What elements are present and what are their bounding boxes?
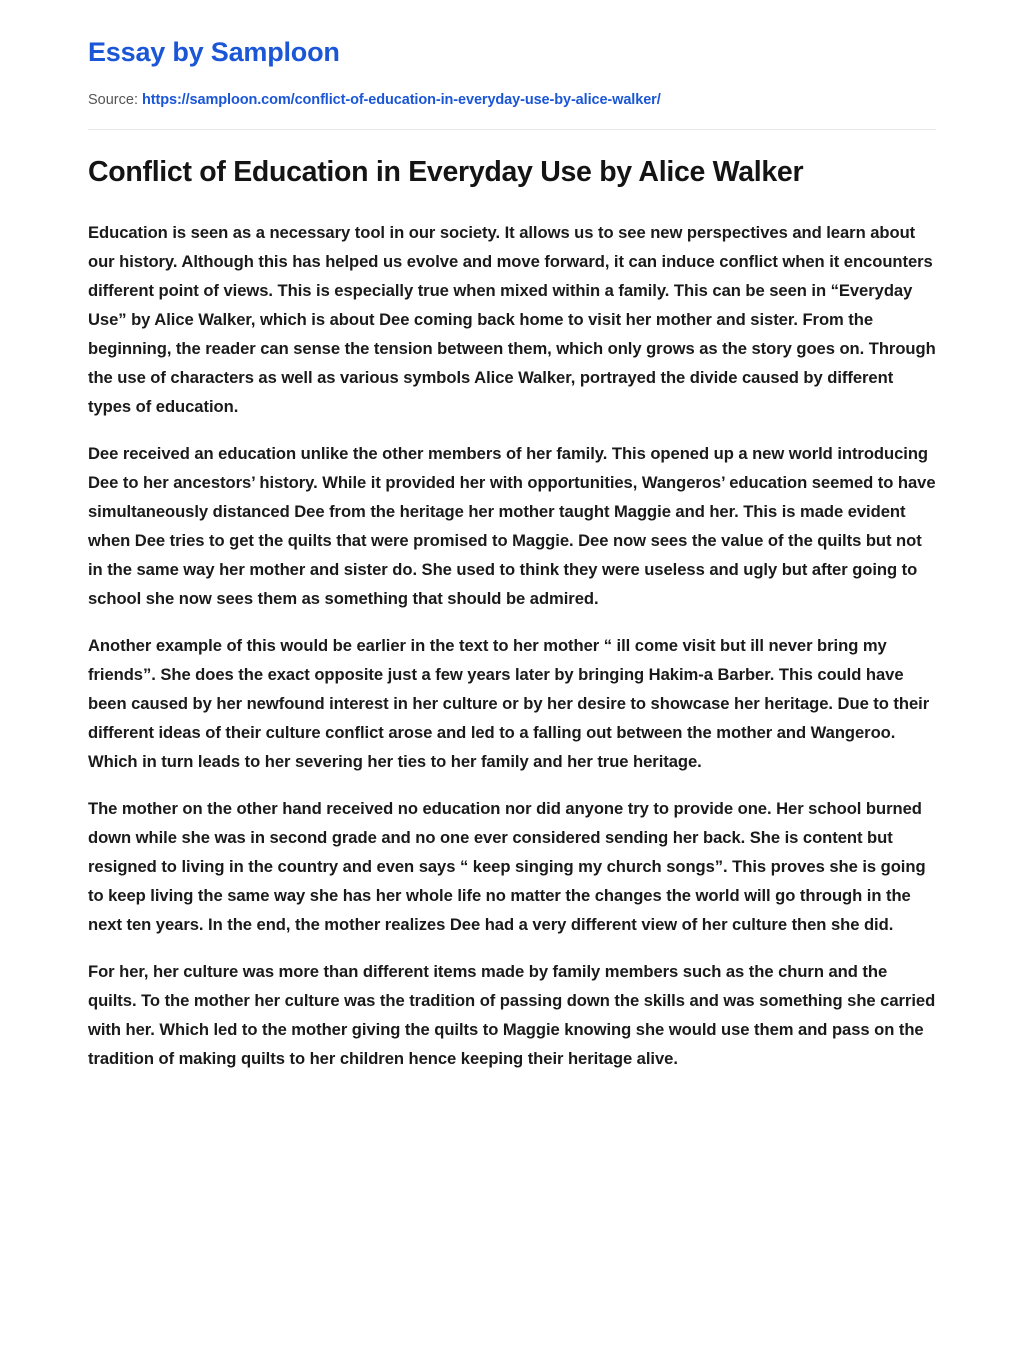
essay-paragraph: The mother on the other hand received no education nor did anyone try to provide one. Her school burned down while she was in second grade and no one ever considered sending her back. She is content but resigned to living in the country and even says “ keep singing my church songs”. This proves she is going to keep living the same way she has her whole life no matter the changes the world will go through in the next ten years. In the end, the mother realizes Dee had a very different view of her culture then she did.: [88, 799, 926, 935]
essay-paragraph: Education is seen as a necessary tool in our society. It allows us to see new perspectives and learn about our history. Although this has helped us evolve and move forward, it can induce conflict when it encounters different point of views. This is especially true when mixed within a family. This can be seen in “Everyday Use” by Alice Walker, which is about Dee coming back home to visit her mother and sister. From the beginning, the reader can sense the tension between them, which only grows as the story goes on. Through the use of characters as well as various symbols Alice Walker, portrayed the divide caused by different types of education.: [88, 223, 936, 417]
essay-title: Conflict of Education in Everyday Use by Alice Walker: [88, 155, 804, 188]
essay-paragraph: Another example of this would be earlier in the text to her mother “ ill come visit but ill never bring my friends”. She does the exact opposite just a few years later by bringing Hakim-a Barber. This could have been caused by her newfound interest in her culture or by her desire to showcase her heritage. Due to their different ideas of their culture conflict arose and led to a falling out between the mother and Wangeroo. Which in turn leads to her severing her ties to her family and her true heritage.: [88, 636, 930, 772]
source-url-link[interactable]: https://samploon.com/conflict-of-education-in-everyday-use-by-alice-walker/: [142, 92, 661, 109]
source-label: Source:: [88, 92, 138, 109]
essay-paragraph: Dee received an education unlike the other members of her family. This opened up a new world introducing Dee to her ancestors’ history. While it provided her with opportunities, Wangeros’ education seemed to have simultaneously distanced Dee from the heritage her mother taught Maggie and her. This is made evident when Dee tries to get the quilts that were promised to Maggie. Dee now sees the value of the quilts but not in the same way her mother and sister do. She used to think they were useless and ugly but after going to school she now sees them as something that should be admired.: [88, 444, 936, 609]
essay-paragraph: For her, her culture was more than different items made by family members such as the churn and the quilts. To the mother her culture was the tradition of passing down the skills and was something she carried with her. Which led to the mother giving the quilts to Maggie knowing she would use them and pass on the tradition of making quilts to her children hence keeping their heritage alive.: [88, 962, 936, 1069]
source-line: [88, 90, 936, 110]
site-brand-title: Essay by Samploon: [88, 37, 340, 67]
essay-article: [88, 130, 936, 1073]
essay-body: [88, 218, 936, 1073]
site-header: [88, 0, 936, 130]
